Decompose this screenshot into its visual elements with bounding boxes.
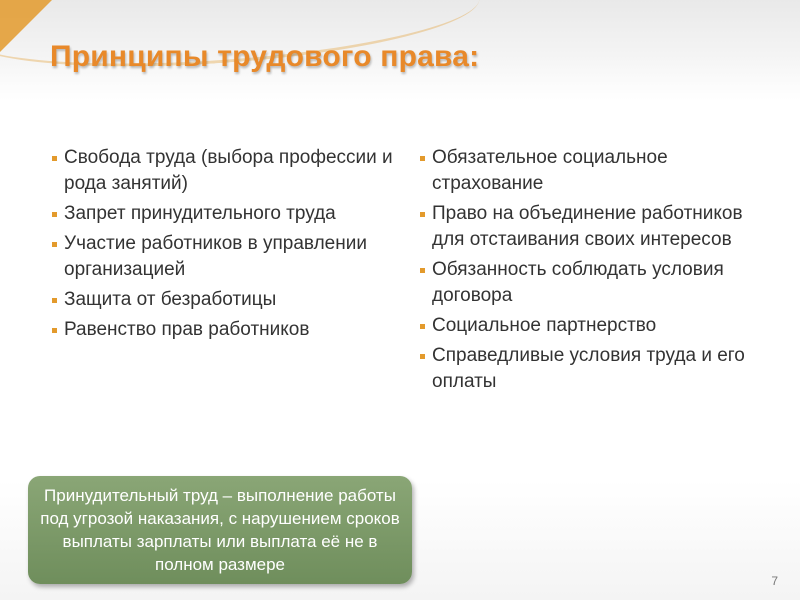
list-item-text: Свобода труда (выбора профессии и рода занятий) xyxy=(64,147,393,194)
principles-list-right xyxy=(418,145,768,399)
list-item-text: Участие работников в управлении организацией xyxy=(64,233,367,280)
list-item-text: Обязательное социальное страхование xyxy=(432,147,668,194)
list-item-text: Равенство прав работников xyxy=(64,319,310,340)
list-item xyxy=(50,287,395,313)
list-item-text: Социальное партнерство xyxy=(432,315,657,336)
bullet-icon xyxy=(52,212,57,217)
bullet-icon xyxy=(420,354,425,359)
bullet-icon xyxy=(420,156,425,161)
principles-list-left xyxy=(50,145,395,347)
definition-callout xyxy=(28,476,412,584)
bullet-icon xyxy=(52,242,57,247)
list-item xyxy=(418,343,768,395)
bullet-icon xyxy=(52,156,57,161)
list-item-text: Право на объединение работников для отстаивания своих интересов xyxy=(432,203,743,250)
list-item xyxy=(418,313,768,339)
slide-title: Принципы трудового права: xyxy=(50,40,480,73)
list-item xyxy=(50,231,395,283)
list-item-text: Защита от безработицы xyxy=(64,289,277,310)
list-item xyxy=(50,201,395,227)
bullet-icon xyxy=(420,268,425,273)
list-item-text: Справедливые условия труда и его оплаты xyxy=(432,345,745,392)
bullet-icon xyxy=(52,298,57,303)
bullet-icon xyxy=(52,328,57,333)
bullet-icon xyxy=(420,324,425,329)
list-item xyxy=(418,145,768,197)
list-item-text: Обязанность соблюдать условия договора xyxy=(432,259,724,306)
bullet-icon xyxy=(420,212,425,217)
list-item xyxy=(50,317,395,343)
corner-accent xyxy=(0,0,52,52)
definition-text: Принудительный труд – выполнение работы под угрозой наказания, с нарушением сроков выплаты зарплаты или выплата её не в полном размере xyxy=(40,486,400,574)
list-item xyxy=(418,201,768,253)
list-item xyxy=(50,145,395,197)
list-item xyxy=(418,257,768,309)
page-number: 7 xyxy=(771,574,778,588)
list-item-text: Запрет принудительного труда xyxy=(64,203,336,224)
